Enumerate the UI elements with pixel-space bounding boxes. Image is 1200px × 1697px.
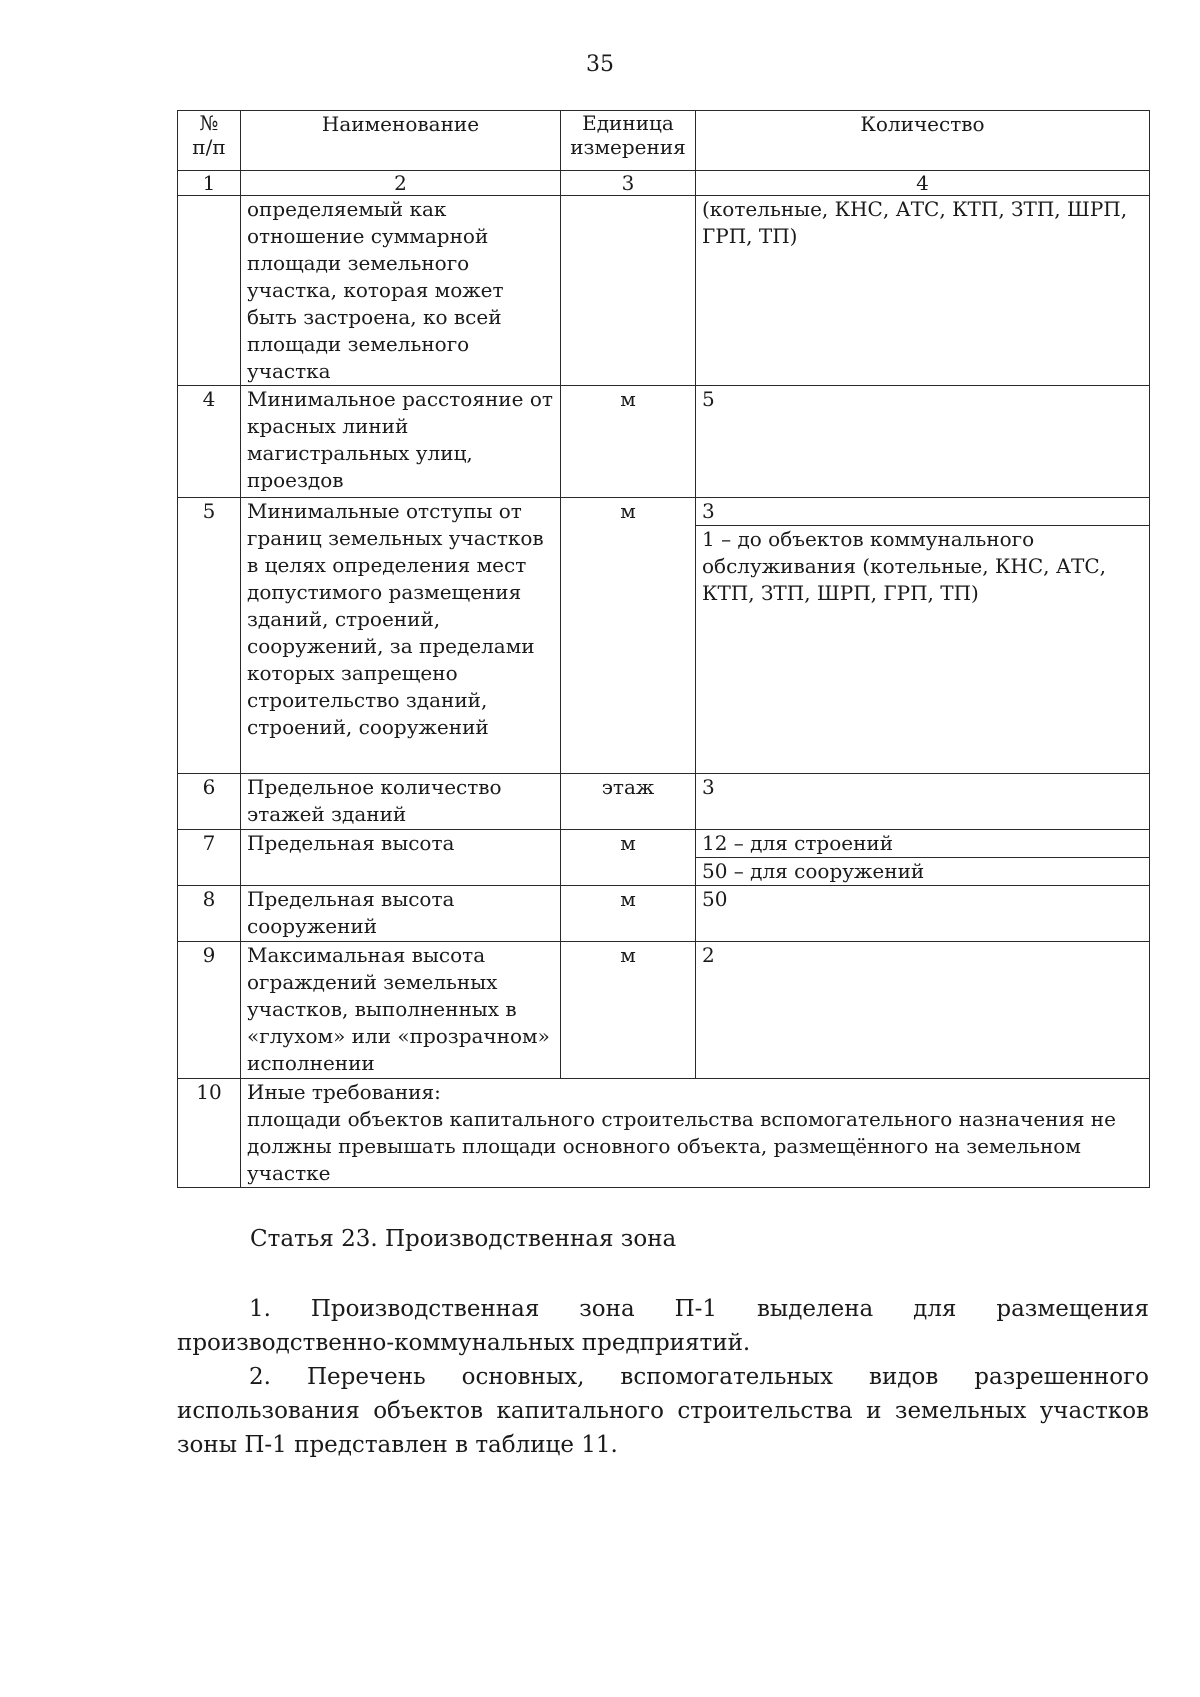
row-value: 2 xyxy=(696,942,1150,1079)
paragraph-1: 1. Производственная зона П-1 выделена для размещения производственно-коммунальных предприятий. xyxy=(177,1296,1149,1356)
table-row xyxy=(178,196,1150,386)
row-other-title: Иные требования: xyxy=(247,1080,441,1104)
header-unit-line1: Единица xyxy=(582,111,674,135)
header-number-line2: п/п xyxy=(192,135,226,159)
index-cell: 3 xyxy=(561,171,696,196)
row-other-requirements xyxy=(241,1079,1150,1188)
row-value xyxy=(696,498,1150,774)
table-row xyxy=(178,386,1150,498)
header-number-line1: № xyxy=(199,111,219,135)
row-value-line: 1 – до объектов коммунального обслуживания (котельные, КНС, АТС, КТП, ЗТП, ШРП, ГРП, ТП) xyxy=(696,525,1149,607)
row-unit xyxy=(561,196,696,386)
row-value-line: 50 – для сооружений xyxy=(696,857,1149,885)
row-name: Максимальная высота ограждений земельных участков, выполненных в «глухом» или «прозрачном» исполнении xyxy=(241,942,561,1079)
row-name: Предельная высота xyxy=(241,830,561,886)
row-name: Предельное количество этажей зданий xyxy=(241,774,561,830)
row-unit: м xyxy=(561,386,696,498)
row-unit: м xyxy=(561,886,696,942)
header-quantity: Количество xyxy=(696,111,1150,171)
row-name: Минимальное расстояние от красных линий магистральных улиц, проездов xyxy=(241,386,561,498)
row-unit: м xyxy=(561,942,696,1079)
row-unit: этаж xyxy=(561,774,696,830)
row-number: 9 xyxy=(178,942,241,1079)
row-number xyxy=(178,196,241,386)
page-number: 35 xyxy=(586,52,614,77)
row-value xyxy=(696,830,1150,886)
table-row xyxy=(178,886,1150,942)
row-number: 8 xyxy=(178,886,241,942)
row-number: 6 xyxy=(178,774,241,830)
row-number: 7 xyxy=(178,830,241,886)
row-value: (котельные, КНС, АТС, КТП, ЗТП, ШРП, ГРП, ТП) xyxy=(696,196,1150,386)
row-other-text: площади объектов капитального строительства вспомогательного назначения не должны превышать площади основного объекта, размещённого на земельном участке xyxy=(247,1107,1116,1185)
table-row xyxy=(178,774,1150,830)
row-unit: м xyxy=(561,498,696,774)
row-value: 50 xyxy=(696,886,1150,942)
header-unit xyxy=(561,111,696,171)
index-cell: 1 xyxy=(178,171,241,196)
header-number xyxy=(178,111,241,171)
row-name: определяемый как отношение суммарной площади земельного участка, которая может быть застроена, ко всей площади земельного участка xyxy=(241,196,561,386)
column-index-row xyxy=(178,171,1150,196)
table-row xyxy=(178,498,1150,774)
parameters-table xyxy=(177,110,1150,1188)
row-number: 10 xyxy=(178,1079,241,1188)
row-number: 5 xyxy=(178,498,241,774)
row-name: Минимальные отступы от границ земельных участков в целях определения мест допустимого размещения зданий, строений, сооружений, за пределами которых запрещено строительство зданий, строений, сооружений xyxy=(241,498,561,774)
header-unit-line2: измерения xyxy=(570,135,686,159)
index-cell: 2 xyxy=(241,171,561,196)
row-unit: м xyxy=(561,830,696,886)
row-number: 4 xyxy=(178,386,241,498)
row-value-line: 3 xyxy=(702,499,715,523)
table-row xyxy=(178,830,1150,886)
table-row xyxy=(178,942,1150,1079)
row-value: 5 xyxy=(696,386,1150,498)
table-row xyxy=(178,1079,1150,1188)
paragraph-2: 2. Перечень основных, вспомогательных видов разрешенного использования объектов капитального строительства и земельных участков зоны П-1 представлен в таблице 11. xyxy=(177,1364,1149,1458)
row-name: Предельная высота сооружений xyxy=(241,886,561,942)
header-name: Наименование xyxy=(241,111,561,171)
row-value-line: 12 – для строений xyxy=(702,831,894,855)
index-cell: 4 xyxy=(696,171,1150,196)
article-title: Статья 23. Производственная зона xyxy=(250,1226,677,1252)
table-header-row xyxy=(178,111,1150,171)
row-value: 3 xyxy=(696,774,1150,830)
